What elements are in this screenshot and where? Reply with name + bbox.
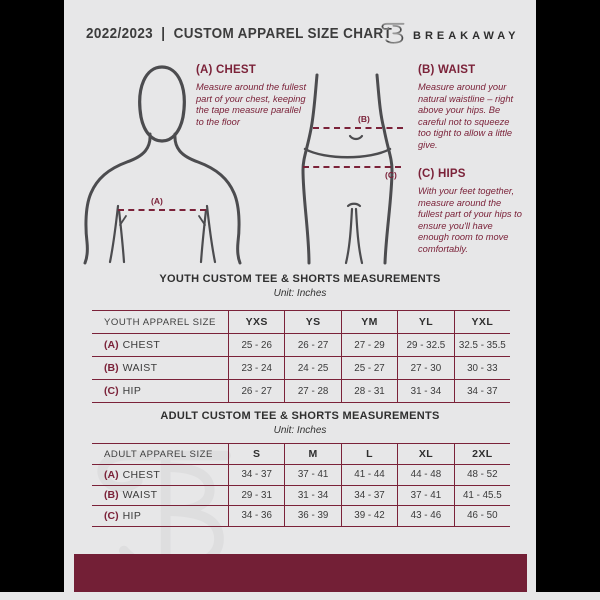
cell-value: 46 - 50 [454, 506, 510, 526]
cell-value: 29 - 31 [228, 486, 284, 506]
table-row [92, 506, 510, 527]
youth-table-header-row [92, 311, 510, 334]
page-title: 2022/2023 | CUSTOM APPAREL SIZE CHART [86, 25, 393, 42]
youth-section-unit: Unit: Inches [273, 288, 327, 299]
cell-value: 34 - 37 [454, 380, 510, 402]
cell-value: 27 - 30 [397, 357, 453, 379]
chest-instruction-text: Measure around the fullest part of your chest, keeping the tape measure parallel to the floor [196, 82, 307, 127]
youth-col-ym: YM [341, 311, 397, 333]
cell-value: 37 - 41 [397, 486, 453, 506]
row-key: (A) [104, 339, 119, 351]
youth-col-yxs: YXS [228, 311, 284, 333]
cell-value: 41 - 44 [341, 465, 397, 485]
cell-value: 41 - 45.5 [454, 486, 510, 506]
youth-section-title: YOUTH CUSTOM TEE & SHORTS MEASUREMENTS [159, 273, 441, 285]
right-black-bar [536, 0, 600, 592]
adult-col-l: L [341, 444, 397, 464]
hips-instruction-text: With your feet together, measure around the fullest part of your hips to ensure you'll have enough room to move comfortably. [418, 186, 522, 254]
cell-value: 34 - 37 [228, 465, 284, 485]
cell-value: 44 - 48 [397, 465, 453, 485]
row-name: CHEST [122, 339, 161, 351]
row-name: WAIST [122, 489, 158, 502]
table-row [92, 357, 510, 380]
table-row [92, 380, 510, 403]
cell-value: 31 - 34 [284, 486, 340, 506]
cell-value: 28 - 31 [341, 380, 397, 402]
youth-col-yl: YL [397, 311, 453, 333]
cell-value: 34 - 36 [228, 506, 284, 526]
adult-size-label: ADULT APPAREL SIZE [104, 448, 213, 460]
cell-value: 24 - 25 [284, 357, 340, 379]
cell-value: 26 - 27 [284, 334, 340, 356]
cell-value: 27 - 28 [284, 380, 340, 402]
waist-measure-line [313, 127, 403, 129]
row-key: (A) [104, 468, 119, 481]
adult-table-header-row [92, 444, 510, 465]
cell-value: 36 - 39 [284, 506, 340, 526]
brand-header [379, 18, 520, 47]
cell-value: 30 - 33 [454, 357, 510, 379]
cell-value: 23 - 24 [228, 357, 284, 379]
cell-value: 25 - 26 [228, 334, 284, 356]
cell-value: 43 - 46 [397, 506, 453, 526]
waist-instruction-heading: (B) WAIST [418, 64, 476, 76]
row-key: (B) [104, 489, 119, 502]
row-key: (C) [104, 385, 119, 397]
row-name: WAIST [122, 362, 158, 374]
cell-value: 37 - 41 [284, 465, 340, 485]
table-row [92, 334, 510, 357]
adult-section-title: ADULT CUSTOM TEE & SHORTS MEASUREMENTS [160, 410, 440, 422]
row-name: HIP [122, 509, 142, 522]
row-key: (B) [104, 362, 119, 374]
row-name: CHEST [122, 468, 161, 481]
youth-size-table [92, 310, 510, 403]
chest-instruction-heading: (A) CHEST [196, 64, 256, 76]
adult-size-table [92, 443, 510, 527]
brand-name: BREAKAWAY [413, 29, 520, 42]
cell-value: 32.5 - 35.5 [454, 334, 510, 356]
row-name: HIP [122, 385, 142, 397]
hips-line-label: (C) [385, 170, 397, 180]
hips-instruction-heading: (C) HIPS [418, 168, 466, 180]
waist-line-label: (B) [358, 114, 370, 124]
footer-bar [74, 554, 527, 592]
cell-value: 29 - 32.5 [397, 334, 453, 356]
cell-value: 31 - 34 [397, 380, 453, 402]
cell-value: 34 - 37 [341, 486, 397, 506]
youth-col-yxl: YXL [454, 311, 510, 333]
chest-line-label: (A) [151, 196, 163, 206]
table-row [92, 465, 510, 486]
adult-col-m: M [284, 444, 340, 464]
adult-col-2xl: 2XL [454, 444, 510, 464]
breakaway-logo-icon [379, 18, 406, 47]
youth-size-label: YOUTH APPAREL SIZE [104, 316, 216, 328]
adult-col-s: S [228, 444, 284, 464]
cell-value: 48 - 52 [454, 465, 510, 485]
adult-col-xl: XL [397, 444, 453, 464]
waist-instruction-text: Measure around your natural waistline – right above your hips. Be careful not to squeeze too tight to allow a little give. [418, 82, 514, 150]
cell-value: 26 - 27 [228, 380, 284, 402]
youth-col-ys: YS [284, 311, 340, 333]
row-key: (C) [104, 509, 119, 522]
cell-value: 39 - 42 [341, 506, 397, 526]
hips-measure-line [303, 166, 401, 168]
chest-measure-line [118, 209, 206, 211]
table-row [92, 486, 510, 507]
left-black-bar [0, 0, 64, 592]
cell-value: 25 - 27 [341, 357, 397, 379]
cell-value: 27 - 29 [341, 334, 397, 356]
adult-section-unit: Unit: Inches [273, 425, 327, 436]
